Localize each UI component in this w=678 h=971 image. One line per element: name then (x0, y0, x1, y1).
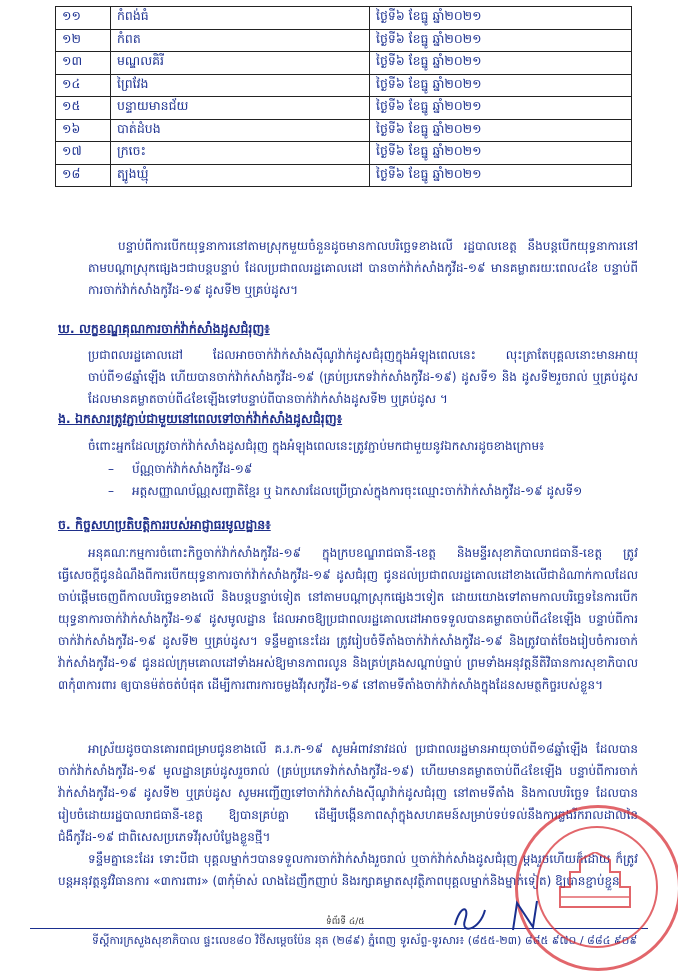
section-d-text: ចំពោះអ្នកដែលត្រូវចាក់វ៉ាក់សាំងដូសជំរុញ ក្នុងអំឡុងពេលនេះត្រូវភ្ជាប់មកជាមួយនូវឯកសារដូចខាងក្រោម៖ (88, 439, 545, 453)
section-c-heading (58, 321, 270, 340)
launch-date-cell: ថ្ងៃទី៦ ខែធ្នូ ឆ្នាំ២០២១ (370, 29, 632, 52)
launch-date-cell: ថ្ងៃទី៦ ខែធ្នូ ឆ្នាំ២០២១ (370, 142, 632, 165)
launch-date-cell: ថ្ងៃទី៦ ខែធ្នូ ឆ្នាំ២០២១ (370, 52, 632, 75)
section-c-text: ប្រជាពលរដ្ឋគោលដៅ ដែលអាចចាក់វ៉ាក់សាំងស៊ីណូវ៉ាក់ដូសជំរុញក្នុងអំឡុងពេលនេះ លុះត្រាតែបុគ្គលនោះមានអាយុចាប់ពី១៨ឆ្នាំឡើង ហើយបានចាក់វ៉ាក់សាំងកូវីដ-១៩ (គ្រប់ប្រភេទវ៉ាក់សាំងកូវីដ-១៩) ដូសទី១ និង ដូសទី២រួចរាល់ ឬគ្រប់ដូស ដែលមានគម្លាតចាប់ពី៤ខែឡើងទៅបន្ទាប់ពីបានចាក់វ៉ាក់សាំងដូសទី២ ឬគ្រប់ដូស ។ (88, 348, 638, 406)
schedule-table (55, 6, 632, 187)
table-row (56, 97, 632, 120)
launch-date-cell: ថ្ងៃទី៦ ខែធ្នូ ឆ្នាំ២០២១ (370, 97, 632, 120)
bullet-text: ប័ណ្ណចាក់វ៉ាក់សាំងកូវីដ-១៩ (132, 462, 253, 476)
page-number: ទំព័រទី ៤/៥ (326, 917, 365, 927)
bullet-item: – អត្តសញ្ញាណប័ណ្ណសញ្ជាតិខ្មែរ ឬ ឯកសារដែលប្រើប្រាស់ក្នុងការចុះឈ្មោះចាក់វ៉ាក់សាំងកូវីដ-១៩ ដូសទី១ (108, 484, 583, 498)
row-number-cell: ១១ (56, 7, 111, 30)
table-row (56, 7, 632, 30)
section-e-heading-text: ច. កិច្ចសហប្រតិបត្តិការរបស់អាជ្ញាធរមូលដ្ឋាន៖ (58, 517, 271, 532)
row-number-cell: ១៥ (56, 97, 111, 120)
section-d-heading (58, 411, 342, 430)
launch-date-cell: ថ្ងៃទី៦ ខែធ្នូ ឆ្នាំ២០២១ (370, 119, 632, 142)
province-name-cell: កំពត (111, 29, 370, 52)
province-name-cell: មណ្ឌលគិរី (111, 52, 370, 75)
table-row (56, 142, 632, 165)
row-number-cell: ១៣ (56, 52, 111, 75)
launch-date-cell: ថ្ងៃទី៦ ខែធ្នូ ឆ្នាំ២០២១ (370, 164, 632, 187)
row-number-cell: ១៨ (56, 164, 111, 187)
section-e-heading (58, 517, 271, 536)
row-number-cell: ១៧ (56, 142, 111, 165)
official-seal-icon (515, 805, 678, 971)
row-number-cell: ១៦ (56, 119, 111, 142)
signature-icon (450, 895, 490, 935)
intro-paragraph: បន្ទាប់ពីការបើកយុទ្ធនាការនៅតាមស្រុកមួយចំនួនដូចមានកាលបរិច្ឆេទខាងលើ រដ្ឋបាលខេត្ត នឹងបន្តបើកយុទ្ធនាការនៅតាមបណ្តាស្រុកផ្សេងៗជាបន្តបន្ទាប់ ដែលប្រជាពលរដ្ឋគោលដៅ បានចាក់វ៉ាក់សាំងកូវីដ-១៩ មានគម្លាតរយៈពេល៤ខែ បន្ទាប់ពីការចាក់វ៉ាក់សាំងកូវីដ-១៩ ដូសទី២ ឬគ្រប់ដូស។ (88, 239, 638, 297)
section-e-paragraph-2: អាស្រ័យដូចបានគោរពជម្រាបជូនខាងលើ គ.រ.ក-១៩ សូមអំពាវនាវដល់ ប្រជាពលរដ្ឋមានអាយុចាប់ពី១៨ឆ្នាំឡើង ដែលបានចាក់វ៉ាក់សាំងកូវីដ-១៩ មូលដ្ឋានគ្រប់ដូសរួចរាល់ (គ្រប់ប្រភេទវ៉ាក់សាំងកូវីដ-១៩) ហើយមានគម្លាតចាប់ពី៤ខែឡើង បន្ទាប់ពីការចាក់វ៉ាក់សាំងកូវីដ-១៩ ដូសទី២ ឬគ្រប់ដូស សូមអញ្ជើញទៅចាក់វ៉ាក់សាំងស៊ីណូវ៉ាក់ដូសជំរុញ នៅតាមទីតាំង និងកាលបរិច្ឆេទ ដែលបានរៀបចំដោយរដ្ឋបាលរាជធានី-ខេត្ត ឱ្យបានគ្រប់គ្នា ដើម្បីបង្កើនភាពស៊ាំក្នុងសហគមន៍សម្រាប់ទប់ទល់នឹងការឆ្លងរីករាលដាលនៃជំងឺកូវីដ-១៩ ជាពិសេសប្រភេទវីរុសបំប្លែងខ្លួនថ្មី។ (58, 742, 638, 844)
section-c-heading-text: ឃ. លក្ខខណ្ឌគុណការចាក់វ៉ាក់សាំងដូសជំរុញ៖ (58, 321, 270, 336)
province-name-cell: កំពង់ធំ (111, 7, 370, 30)
section-e-paragraph-3: ទន្ទឹមគ្នានេះដែរ ទោះបីជា បុគ្គលម្នាក់ៗបានទទួលការចាក់វ៉ាក់សាំងរួចរាល់ ឬចាក់វ៉ាក់សាំងដូសជំរុញ ម្តងរួចហើយក៏ដោយ ក៏ត្រូវបន្តអនុវត្តនូវវិធានការ «៣ការពារ» (៣កុំម៉ាស់ លាងដៃញឹកញាប់ និងរក្សាគម្លាតសុវត្ថិភាពបុគ្គលម្នាក់និងម្នាក់ទៀត) ឱ្យបានខ្ជាប់ខ្ជួន (58, 852, 638, 888)
row-number-cell: ១៤ (56, 74, 111, 97)
section-e-paragraph-1: អនុគណៈកម្មការចំពោះកិច្ចចាក់វ៉ាក់សាំងកូវីដ-១៩ ក្នុងក្របខណ្ឌរាជធានី-ខេត្ត និងមន្ទីរសុខាភិបាលរាជធានី-ខេត្ត ត្រូវធ្វើសេចក្តីជូនដំណឹងពីការបើកយុទ្ធនាការចាក់វ៉ាក់សាំងកូវីដ-១៩ ដូសជំរុញ ជូនដល់ប្រជាពលរដ្ឋគោលដៅខាងលើជាដំណាក់កាលដែលចាប់ផ្តើមចេញពីកាលបរិច្ឆេទខាងលើ និងបន្តបន្ទាប់ទៀត នៅតាមបណ្តាស្រុកផ្សេងៗទៀត ដោយយោងទៅតាមកាលបរិច្ឆេទនៃការបើកយុទ្ធនាការចាក់វ៉ាក់សាំងកូវីដ-១៩ ដូសមូលដ្ឋាន ដែលអាចឱ្យប្រជាពលរដ្ឋគោលដៅអាចទទួលបានគម្លាតចាប់ពី៤ខែឡើង បន្ទាប់ពីការចាក់វ៉ាក់សាំងកូវីដ-១៩ ដូសទី២ ឬគ្រប់ដូស។ ទន្ទឹមគ្នានេះដែរ ត្រូវរៀបចំទីតាំងចាក់វ៉ាក់សាំងកូវីដ-១៩ និងត្រូវបាត់ចែងរៀបចំការចាក់វ៉ាក់សាំងកូវីដ-១៩ ជូនដល់ក្រុមគោលដៅទាំងអស់ឱ្យមានភាពរលូន និងគ្រប់គ្រងសណ្តាប់ធ្នាប់ ព្រមទាំងអនុវត្តនីតិវិធានការសុខាភិបាល ៣កុំ៣ការពារ ឲ្យបានម៉ត់ចត់បំផុត ដើម្បីការពារការចម្លងវីរុសកូវីដ-១៩ នៅតាមទីតាំងចាក់វ៉ាក់សាំងក្នុងដែនសមត្ថកិច្ចរបស់ខ្លួន។ (58, 546, 638, 692)
section-d-heading-text: ង. ឯកសារត្រូវភ្ជាប់ជាមួយនៅពេលទៅចាក់វ៉ាក់សាំងដូសជំរុញ៖ (58, 411, 343, 426)
signature-icon (505, 895, 545, 935)
table-row (56, 164, 632, 187)
table-row (56, 74, 632, 97)
seal-temple-emblem (550, 852, 640, 912)
province-name-cell: ត្បូងឃ្មុំ (111, 164, 370, 187)
launch-date-cell: ថ្ងៃទី៦ ខែធ្នូ ឆ្នាំ២០២១ (370, 7, 632, 30)
launch-date-cell: ថ្ងៃទី៦ ខែធ្នូ ឆ្នាំ២០២១ (370, 74, 632, 97)
footer-address: ទីស្តីការក្រសួងសុខាភិបាល ផ្ទះលេខ៨០ វិថីសម្តេចប៉ែន នុត (២៨៩) ភ្នំពេញ ទូរស័ព្ទ-ទូរសារ៖ (៨៥៥-២៣) ៨៨៥ ៩៧០ / ៨៨៤ ៩០៩ (92, 934, 638, 947)
table-row (56, 52, 632, 75)
province-name-cell: ក្រចេះ (111, 142, 370, 165)
bullet-text: អត្តសញ្ញាណប័ណ្ណសញ្ជាតិខ្មែរ ឬ ឯកសារដែលប្រើប្រាស់ក្នុងការចុះឈ្មោះចាក់វ៉ាក់សាំងកូវីដ-១៩ ដូសទី១ (132, 484, 583, 498)
province-name-cell: បាត់ដំបង (111, 119, 370, 142)
province-name-cell: ព្រៃវែង (111, 74, 370, 97)
row-number-cell: ១២ (56, 29, 111, 52)
bullet-item: – ប័ណ្ណចាក់វ៉ាក់សាំងកូវីដ-១៩ (108, 462, 253, 476)
province-name-cell: បន្ទាយមានជ័យ (111, 97, 370, 120)
table-row (56, 29, 632, 52)
table-row (56, 119, 632, 142)
